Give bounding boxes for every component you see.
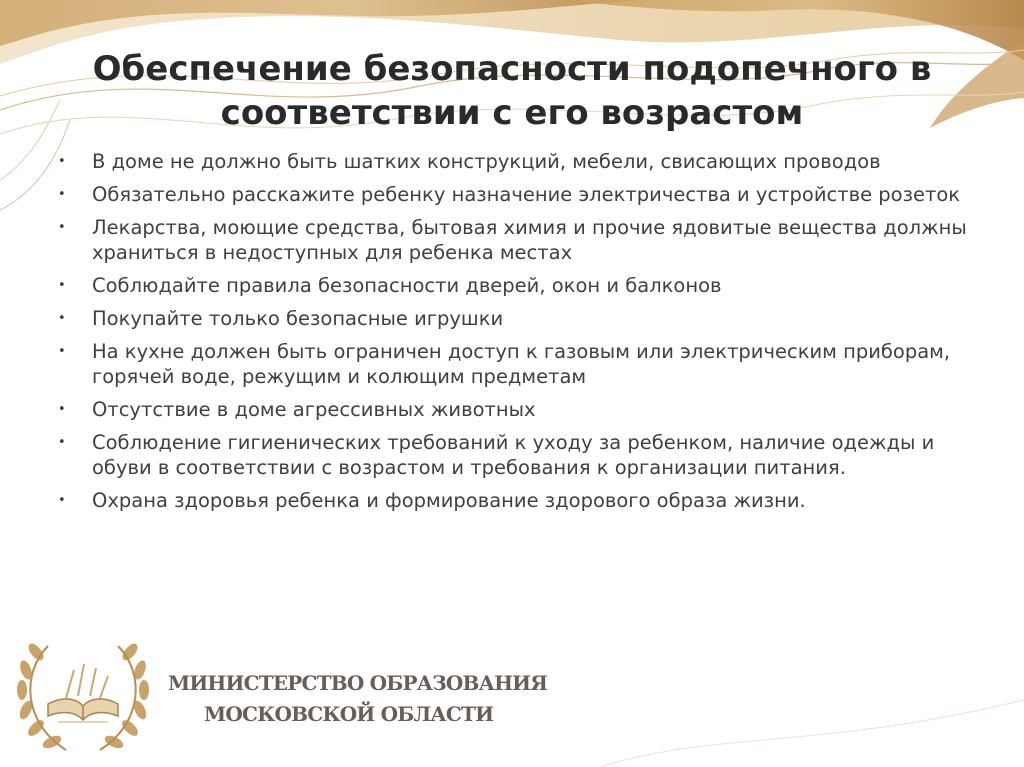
bullet-marker: • — [58, 492, 66, 508]
bullet-text: Лекарства, моющие средства, бытовая химия и прочие ядовитые вещества должны храниться в недоступных для ребенка местах — [92, 215, 967, 265]
bullet-item — [54, 149, 984, 174]
bullet-marker: • — [58, 277, 66, 293]
ministry-name-line2: МОСКОВСКОЙ ОБЛАСТИ — [204, 702, 494, 726]
bullet-text: В доме не должно быть шатких конструкций, мебели, свисающих проводов — [92, 150, 881, 173]
slide-title: Обеспечение безопасности подопечного в соответствии с его возрастом — [92, 49, 932, 133]
bullet-text: Обязательно расскажите ребенку назначение электричества и устройстве розеток — [92, 182, 961, 206]
bullet-item — [54, 430, 984, 481]
bullet-text: Соблюдайте правила безопасности дверей, окон и балконов — [92, 273, 722, 297]
ministry-emblem-icon — [8, 612, 158, 762]
bullet-text: Соблюдение гигиенических требований к уходу за ребенком, наличие одежды и обуви в соответствии с возрастом и требования к организации питания. — [92, 430, 935, 479]
bullet-marker: • — [58, 154, 66, 169]
ministry-name-line1: МИНИСТЕРСТВО ОБРАЗОВАНИЯ — [168, 671, 548, 695]
bullet-item — [54, 339, 984, 390]
bullet-marker: • — [58, 401, 66, 417]
bullet-item — [54, 182, 984, 207]
bullet-text: Охрана здоровья ребенка и формирование здорового образа жизни. — [92, 488, 806, 512]
bullet-list — [54, 149, 984, 521]
bullet-text: На кухне должен быть ограничен доступ к газовым или электрическим приборам, горячей воде, режущим и колющим предметам — [92, 339, 951, 388]
bullet-marker: • — [58, 219, 66, 235]
bullet-item — [54, 306, 984, 331]
bullet-item — [54, 273, 984, 298]
bullet-marker: • — [58, 310, 66, 326]
bullet-marker: • — [58, 186, 66, 202]
bullet-marker: • — [58, 434, 66, 450]
bullet-marker: • — [58, 343, 66, 359]
bullet-item — [54, 397, 984, 422]
bullet-item — [54, 488, 984, 513]
bullet-item — [54, 215, 984, 266]
bullet-text: Покупайте только безопасные игрушки — [92, 306, 504, 330]
bullet-text: Отсутствие в доме агрессивных животных — [92, 397, 536, 421]
